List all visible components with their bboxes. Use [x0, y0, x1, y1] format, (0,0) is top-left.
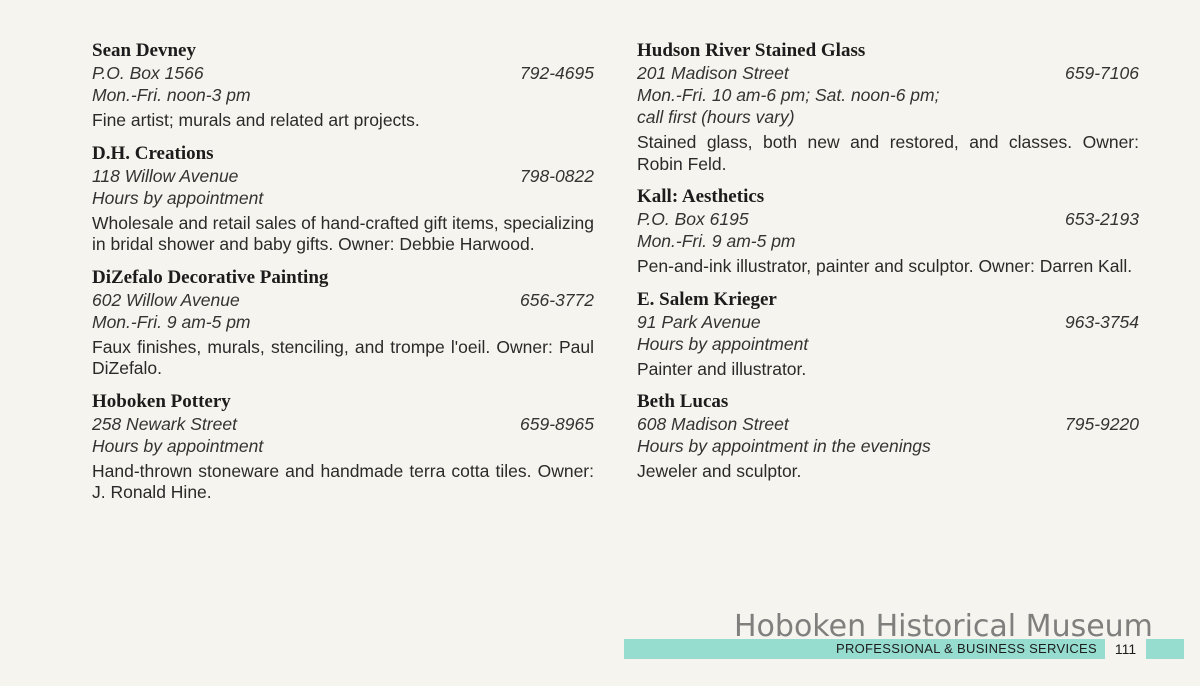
- listing-entry: [92, 40, 594, 132]
- listing-address: 258 Newark Street: [92, 413, 237, 434]
- listing-address-row: [92, 165, 594, 187]
- listing-phone: 798-0822: [520, 165, 594, 186]
- listing-hours: Hours by appointment in the evenings: [637, 436, 931, 456]
- listing-address: 602 Willow Avenue: [92, 289, 240, 310]
- listing-hours: Mon.-Fri. 10 am-6 pm; Sat. noon-6 pm;: [637, 85, 940, 105]
- listing-address-row: [637, 62, 1139, 84]
- listing-phone: 659-7106: [1065, 63, 1139, 83]
- listing-hours: call first (hours vary): [637, 107, 795, 127]
- listing-entry: [92, 267, 594, 380]
- listing-description: Stained glass, both new and restored, and classes. Owner: Robin Feld.: [637, 132, 1139, 174]
- listing-phone: 963-3754: [1065, 311, 1139, 332]
- listing-address: 91 Park Avenue: [637, 311, 761, 332]
- listing-address-row: [637, 413, 1139, 435]
- listing-description: Faux finishes, murals, stenciling, and trompe l'oeil. Owner: Paul DiZefalo.: [92, 336, 594, 378]
- listing-hours: Hours by appointment: [637, 333, 809, 354]
- listing-address: P.O. Box 6195: [637, 209, 749, 229]
- listing-name: DiZefalo Decorative Painting: [92, 266, 329, 288]
- listing-entry: [92, 143, 594, 256]
- listing-phone: 659-8965: [520, 413, 594, 434]
- listing-entry: [637, 40, 1139, 175]
- listing-phone: 656-3772: [520, 289, 594, 310]
- listing-address: 201 Madison Street: [637, 63, 789, 83]
- listing-hours: Mon.-Fri. 9 am-5 pm: [637, 231, 796, 251]
- listing-hours: Mon.-Fri. 9 am-5 pm: [92, 311, 251, 332]
- listing-phone: 795-9220: [1065, 414, 1139, 434]
- listing-name: Sean Devney: [92, 40, 196, 61]
- listing-address-row: [92, 62, 594, 84]
- listing-hours: Hours by appointment: [92, 187, 264, 208]
- listing-description: Painter and illustrator.: [637, 358, 807, 379]
- listing-address-row: [637, 208, 1139, 230]
- listing-address: 608 Madison Street: [637, 414, 789, 434]
- listing-address-row: [637, 311, 1139, 333]
- listing-name: Kall: Aesthetics: [637, 186, 765, 207]
- listing-entry: [92, 391, 594, 504]
- right-column: [637, 40, 1139, 494]
- listing-phone: 653-2193: [1065, 209, 1139, 229]
- listing-phone: 792-4695: [520, 63, 594, 83]
- listing-address: 118 Willow Avenue: [92, 165, 239, 186]
- listing-description: Fine artist; murals and related art projects.: [92, 110, 420, 130]
- listing-entry: [637, 289, 1139, 381]
- left-column: [92, 40, 594, 515]
- listing-address-row: [92, 289, 594, 311]
- listing-name: Hoboken Pottery: [92, 390, 231, 412]
- listing-name: E. Salem Krieger: [637, 288, 777, 310]
- listing-hours: Hours by appointment: [92, 435, 264, 456]
- museum-watermark: Hoboken Historical Museum: [734, 609, 1153, 644]
- listing-address-row: [92, 413, 594, 435]
- listing-description: Wholesale and retail sales of hand-crafted gift items, specializing in bridal shower and baby gifts. Owner: Debbie Harwood.: [92, 212, 594, 254]
- listing-entry: [637, 186, 1139, 278]
- listing-hours: Mon.-Fri. noon-3 pm: [92, 85, 251, 105]
- page-number: 111: [1114, 641, 1137, 657]
- listing-name: Hudson River Stained Glass: [637, 40, 866, 61]
- listing-description: Pen-and-ink illustrator, painter and sculptor. Owner: Darren Kall.: [637, 256, 1133, 276]
- section-label: PROFESSIONAL & BUSINESS SERVICES: [835, 641, 1097, 656]
- listing-name: D.H. Creations: [92, 142, 214, 164]
- listing-entry: [637, 391, 1139, 483]
- listing-name: Beth Lucas: [637, 391, 729, 412]
- listing-address: P.O. Box 1566: [92, 63, 204, 83]
- listing-description: Jeweler and sculptor.: [637, 461, 802, 481]
- listing-description: Hand-thrown stoneware and handmade terra cotta tiles. Owner: J. Ronald Hine.: [92, 460, 594, 502]
